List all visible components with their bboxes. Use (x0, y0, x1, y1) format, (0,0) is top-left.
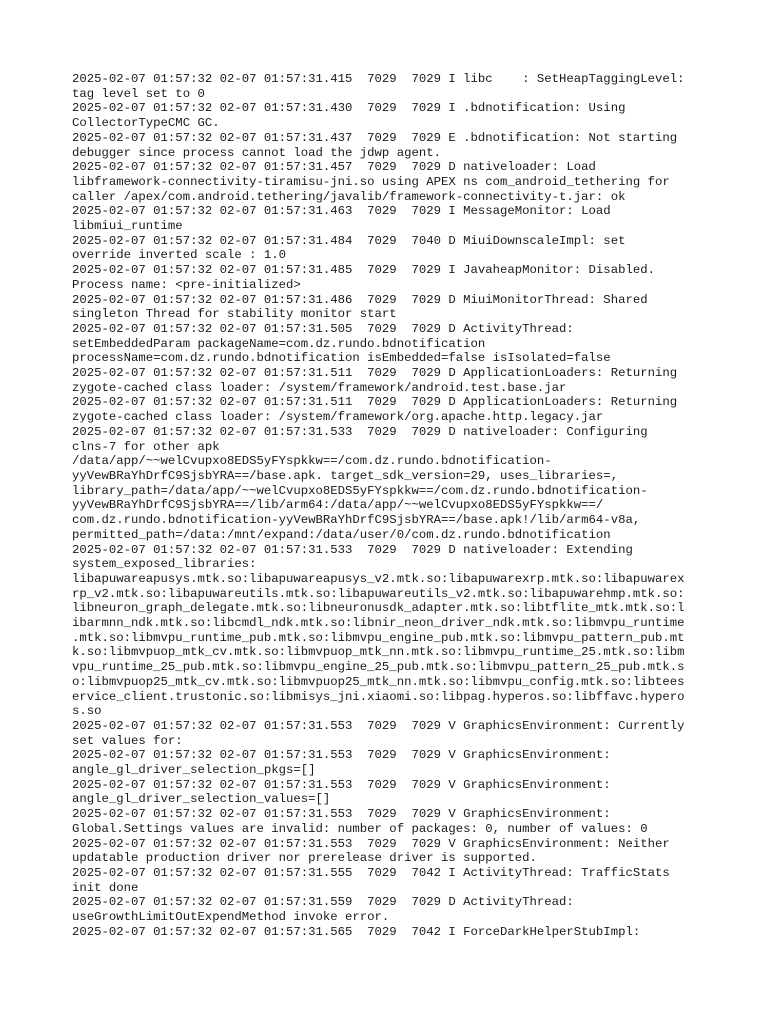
log-entry: 2025-02-07 01:57:32 02-07 01:57:31.457 7029 7029 D nativeloader: Load libframework-connectivity-tiramisu-jni.so using APEX ns com_android_tethering for caller /apex/com.android.tethering/javalib/framework-connectivity-t.jar: ok (72, 160, 670, 204)
log-entry: 2025-02-07 01:57:32 02-07 01:57:31.505 7029 7029 D ActivityThread: setEmbeddedParam packageName=com.dz.rundo.bdnotification processName=com.dz.rundo.bdnotification isEmbedded=false isIsolated=false (72, 321, 611, 366)
log-entry: 2025-02-07 01:57:32 02-07 01:57:31.415 7029 7029 I libc : SetHeapTaggingLevel: tag level set to 0 (72, 72, 685, 101)
log-entry: 2025-02-07 01:57:32 02-07 01:57:31.430 7029 7029 I .bdnotification: Using CollectorTypeCMC GC. (72, 101, 626, 131)
log-entry: 2025-02-07 01:57:32 02-07 01:57:31.463 7029 7029 I MessageMonitor: Load libmiui_runtime (72, 204, 611, 234)
log-entry: 2025-02-07 01:57:32 02-07 01:57:31.553 7029 7029 V GraphicsEnvironment: Neither updatable production driver nor prerelease driver is supported. (72, 836, 670, 866)
log-text-block (72, 72, 702, 939)
log-entry: 2025-02-07 01:57:32 02-07 01:57:31.553 7029 7029 V GraphicsEnvironment: angle_gl_driver_selection_pkgs=[] (72, 748, 611, 778)
log-entry: 2025-02-07 01:57:32 02-07 01:57:31.485 7029 7029 I JavaheapMonitor: Disabled. Process name: <pre-initialized> (72, 263, 655, 292)
log-entry: 2025-02-07 01:57:32 02-07 01:57:31.437 7029 7029 E .bdnotification: Not starting debugger since process cannot load the jdwp agent. (72, 130, 678, 160)
log-entry: 2025-02-07 01:57:32 02-07 01:57:31.533 7029 7029 D nativeloader: Extending system_exposed_libraries: libapuwareapusys.mtk.so:libapuwareapusys_v2.mtk.so:libapuwarexrp.mtk.so:libapuwarex rp_v2.mtk.so:libapuwareutils.mtk.so:libapuwareutils_v2.mtk.so:libapuwarehmp.mtk.so: libneuron_graph_delegate.mtk.so:libneuronusdk_adapter.mtk.so:libtflite_mtk.mtk.so:l ibarmnn_ndk.mtk.so:libcmdl_ndk.mtk.so:libnir_neon_driver_ndk.mtk.so:libmvpu_runtime .mtk.so:libmvpu_runtime_pub.mtk.so:libmvpu_engine_pub.mtk.so:libmvpu_pattern_pub.mt k.so:libmvpuop_mtk_cv.mtk.so:libmvpuop_mtk_nn.mtk.so:libmvpu_runtime_25.mtk.so:libm vpu_runtime_25_pub.mtk.so:libmvpu_engine_25_pub.mtk.so:libmvpu_pattern_25_pub.mtk.s o:libmvpuop25_mtk_cv.mtk.so:libmvpuop25_mtk_nn.mtk.so:libmvpu_config.mtk.so:libtees ervice_client.trustonic.so:libmisys_jni.xiaomi.so:libpag.hyperos.so:libffavc.hypero s.so (72, 542, 685, 719)
log-entry: 2025-02-07 01:57:32 02-07 01:57:31.511 7029 7029 D ApplicationLoaders: Returning zygote-cached class loader: /system/framework/android.test.base.jar (72, 366, 678, 395)
log-entry: 2025-02-07 01:57:32 02-07 01:57:31.533 7029 7029 D nativeloader: Configuring clns-7 for other apk /data/app/~~welCvupxo8EDS5yFYspkkw==/com.dz.rundo.bdnotification- yyVewBRaYhDrfC9SjsbYRA==/base.apk. target_sdk_version=29, uses_libraries=, library_path=/data/app/~~welCvupxo8EDS5yFYspkkw==/com.dz.rundo.bdnotification- yyVewBRaYhDrfC9SjsbYRA==/lib/arm64:/data/app/~~welCvupxo8EDS5yFYspkkw==/ com.dz.rundo.bdnotification-yyVewBRaYhDrfC9SjsbYRA==/base.apk!/lib/arm64-v8a, permitted_path=/data:/mnt/expand:/data/user/0/com.dz.rundo.bdnotification (72, 424, 648, 542)
log-entry: 2025-02-07 01:57:32 02-07 01:57:31.553 7029 7029 V GraphicsEnvironment: Global.Settings values are invalid: number of packages: 0, number of values: 0 (72, 807, 648, 836)
log-entry: 2025-02-07 01:57:32 02-07 01:57:31.565 7029 7042 I ForceDarkHelperStubImpl: (72, 924, 641, 939)
log-entry: 2025-02-07 01:57:32 02-07 01:57:31.511 7029 7029 D ApplicationLoaders: Returning zygote-cached class loader: /system/framework/org.apache.http.legacy.jar (72, 395, 678, 425)
log-entry: 2025-02-07 01:57:32 02-07 01:57:31.553 7029 7029 V GraphicsEnvironment: angle_gl_driver_selection_values=[] (72, 777, 611, 807)
log-entry: 2025-02-07 01:57:32 02-07 01:57:31.559 7029 7029 D ActivityThread: useGrowthLimitOutExpendMethod invoke error. (72, 895, 574, 925)
log-entry: 2025-02-07 01:57:32 02-07 01:57:31.555 7029 7042 I ActivityThread: TrafficStats init done (72, 865, 670, 895)
log-entry: 2025-02-07 01:57:32 02-07 01:57:31.484 7029 7040 D MiuiDownscaleImpl: set override inverted scale : 1.0 (72, 233, 626, 263)
log-entry: 2025-02-07 01:57:32 02-07 01:57:31.486 7029 7029 D MiuiMonitorThread: Shared singleton Thread for stability monitor start (72, 292, 648, 322)
log-entry: 2025-02-07 01:57:32 02-07 01:57:31.553 7029 7029 V GraphicsEnvironment: Currently set values for: (72, 718, 685, 748)
